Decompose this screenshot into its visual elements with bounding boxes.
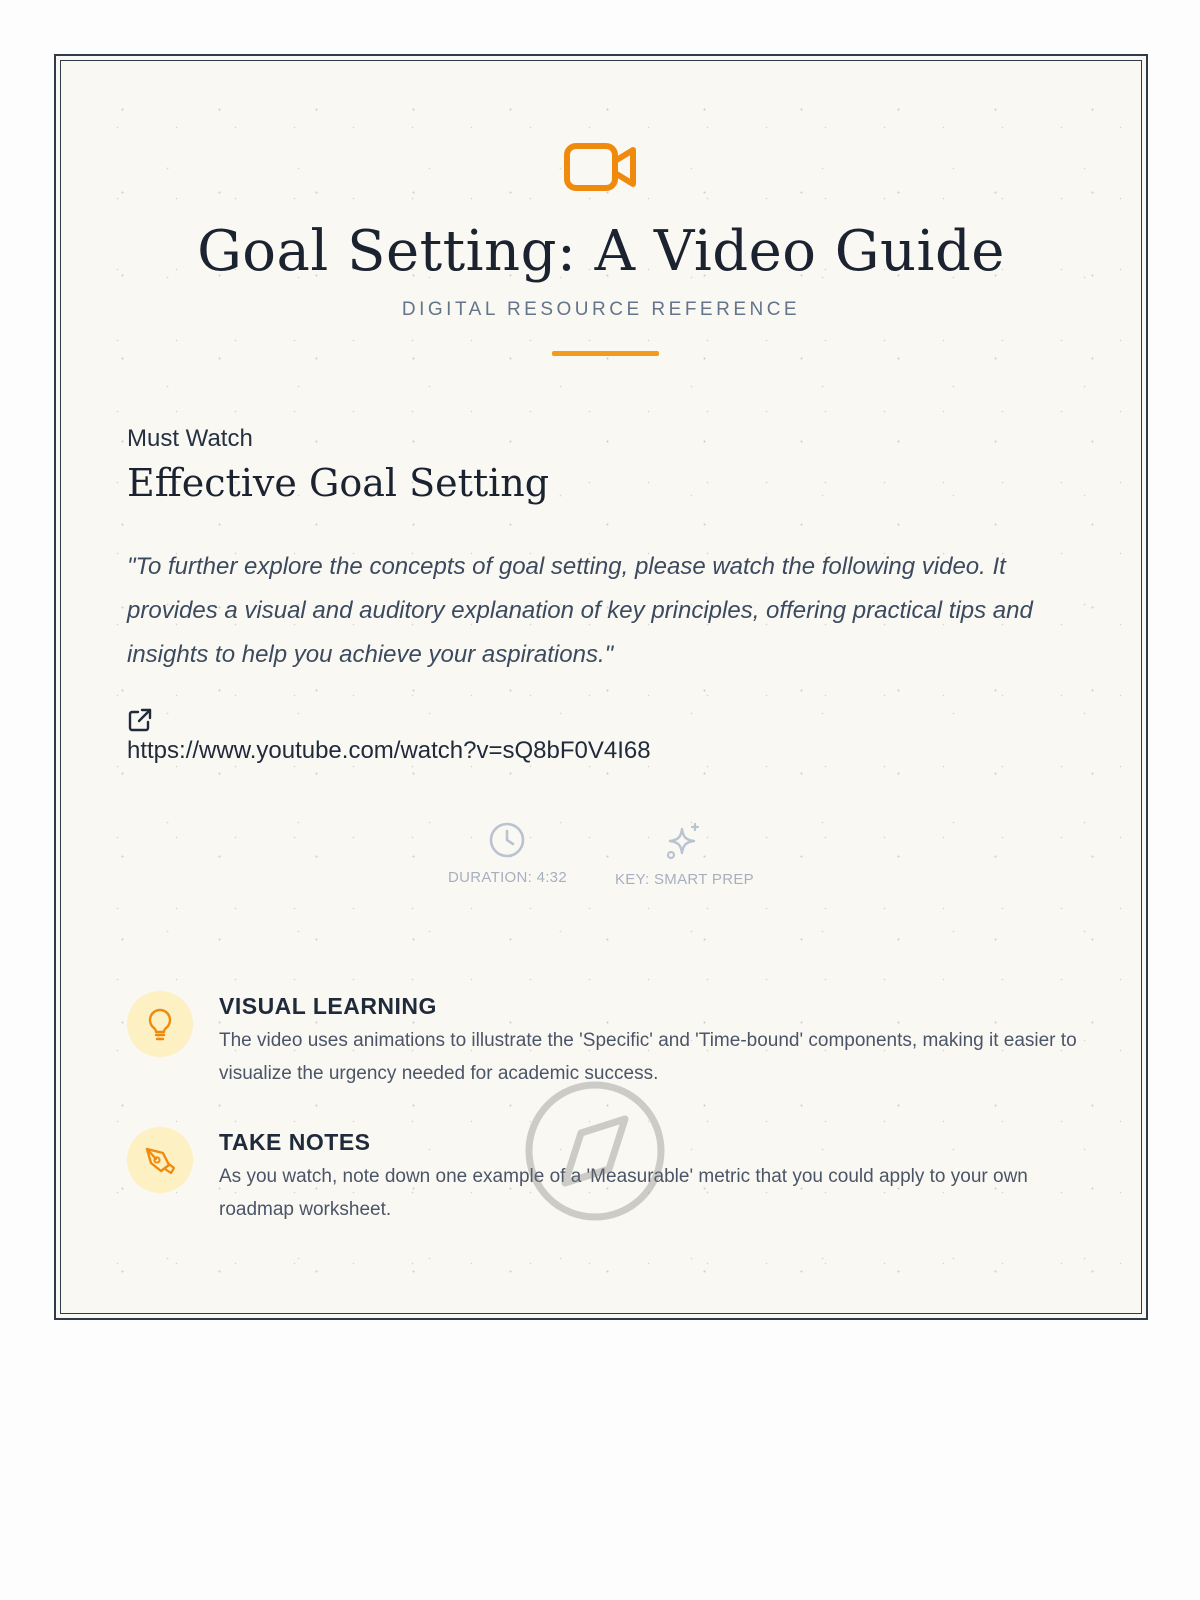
tip-text: As you watch, note down one example of a 'Measurable' metric that you could apply to your own roadmap worksheet. [219,1166,1028,1220]
tip-badge [127,991,193,1057]
accent-divider [552,351,659,356]
compass-icon [521,1077,669,1225]
page-title: Goal Setting: A Video Guide [197,219,1005,284]
header-icon-wrap [61,141,1141,193]
pen-nib-icon [143,1143,177,1177]
video-meta [61,821,1141,888]
lightbulb-icon [145,1007,175,1041]
clock-icon [488,821,526,859]
video-link-row [127,707,651,765]
video-url-link[interactable]: https://www.youtube.com/watch?v=sQ8bF0V4I68 [127,737,651,764]
sparkles-icon [664,821,704,861]
resource-title: Effective Goal Setting [127,461,550,505]
resource-quote: "To further explore the concepts of goal setting, please watch the following video. It provides a visual and auditory explanation of key principles, offering practical tips and insights to help you achieve your aspirations." [127,553,1033,668]
meta-duration-label: DURATION: 4:32 [448,869,567,886]
meta-duration [448,821,567,888]
external-link-icon[interactable] [127,707,153,733]
section-eyebrow: Must Watch [127,425,253,452]
page-subtitle: DIGITAL RESOURCE REFERENCE [401,299,801,320]
tip-text: The video uses animations to illustrate the 'Specific' and 'Time-bound' components, making it easier to visualize the urgency needed for academic success. [219,1030,1077,1084]
tip-heading: VISUAL LEARNING [219,993,437,1019]
tip-badge [127,1127,193,1193]
meta-key [615,821,754,888]
tip-visual-learning [127,991,1087,1090]
card-inner-border [60,60,1142,1314]
meta-key-label: KEY: SMART PREP [614,871,754,888]
tip-body [219,991,1087,1090]
video-camera-icon [563,141,639,193]
tip-heading: TAKE NOTES [219,1129,371,1155]
resource-card [54,54,1148,1320]
